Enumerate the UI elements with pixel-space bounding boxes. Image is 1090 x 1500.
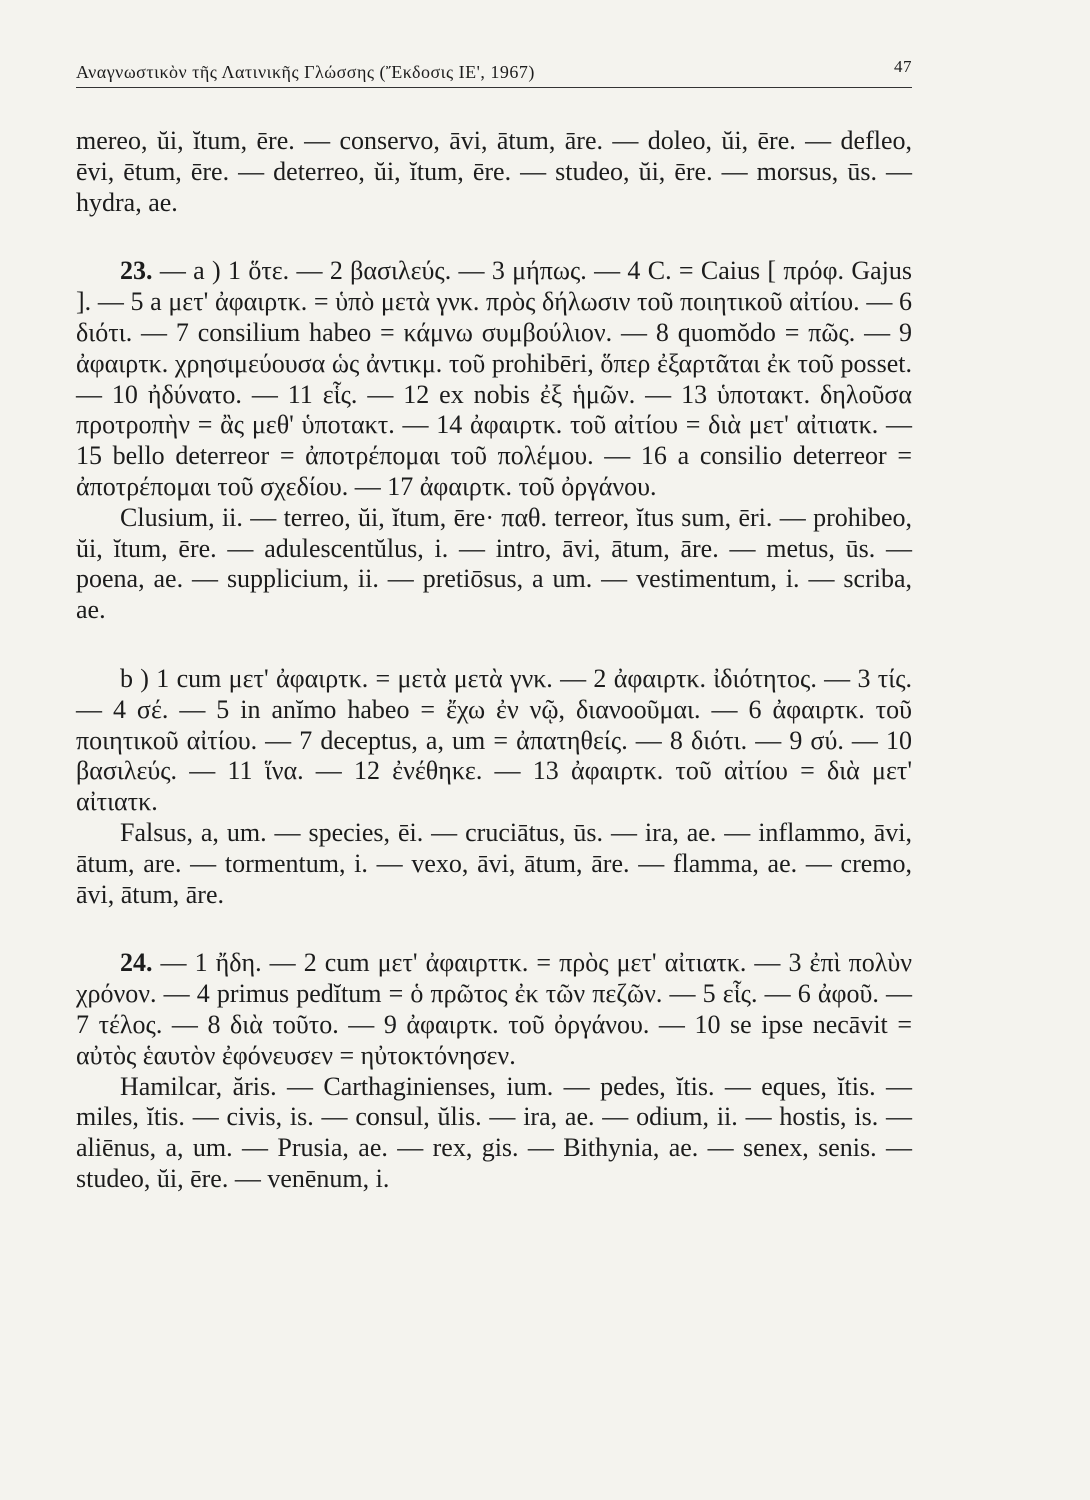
section-23a-vocab: Clusium, ii. — terreo, ŭi, ĭtum, ēre· παθ. terreor, ĭtus sum, ēri. — prohibeo, ŭi, ĭtum, ēre. — adulescentŭlus, i. — intro, āvi, ātum, āre. — metus, ūs. — poena, ae. — supplicium, ii. — pretiōsus, a um. — vestimentum, i. — scriba, ae. <box>76 502 912 625</box>
section-23a-notes <box>76 256 912 502</box>
section-gap <box>76 626 912 664</box>
section-23b-notes: b ) 1 cum μετ' ἀφαιρτκ. = μετὰ μετὰ γνκ. — 2 ἀφαιρτκ. ἰδιότητος. — 3 τίς. — 4 σέ. — 5 in anĭmo habeo = ἔχω ἐν νῷ, διανοοῦμαι. — 6 ἀφαιρτκ. τοῦ ποιητικοῦ αἰτίου. — 7 deceptus, a, um = ἀπατηθείς. — 8 διότι. — 9 σύ. — 10 βασιλεύς. — 11 ἵνα. — 12 ἐνέθηκε. — 13 ἀφαιρτκ. τοῦ αἰτίου = διὰ μετ' αἰτιατκ. <box>76 663 912 817</box>
page-number: 47 <box>894 57 912 76</box>
page-body <box>76 126 912 1195</box>
section-24-vocab: Hamilcar, ăris. — Carthaginienses, ium. — pedes, ĭtis. — eques, ĭtis. — miles, ĭtis. — civis, is. — consul, ŭlis. — ira, ae. — odium, ii. — hostis, is. — aliēnus, a, um. — Prusia, ae. — rex, gis. — Bithynia, ae. — senex, senis. — studeo, ŭi, ēre. — venēnum, i. <box>76 1071 912 1193</box>
vocab-paragraph-1: mereo, ŭi, ĭtum, ēre. — conservo, āvi, ātum, āre. — doleo, ŭi, ēre. — defleo, ēvi, ētum, ēre. — deterreo, ŭi, ĭtum, ēre. — studeo, ŭi, ēre. — morsus, ūs. — hydra, ae. <box>76 126 912 217</box>
section-24-notes <box>76 948 912 1071</box>
section-23-number: 23. <box>120 256 153 286</box>
section-24-number: 24. <box>120 948 153 978</box>
running-title: Αναγνωστικὸν τῆς Λατινικῆς Γλώσσης (Ἔκδοσις ΙΕ', 1967) <box>76 62 535 82</box>
section-gap <box>76 910 912 948</box>
page <box>76 57 912 1195</box>
section-23b-vocab: Falsus, a, um. — species, ēi. — cruciātus, ūs. — ira, ae. — inflammo, āvi, ātum, are. — tormentum, i. — vexo, āvi, ātum, āre. — flamma, ae. — cremo, āvi, ātum, āre. <box>76 817 912 909</box>
running-header <box>76 57 912 88</box>
section-24-text: — 1 ἤδη. — 2 cum μετ' ἀφαιρττκ. = πρὸς μετ' αἰτιατκ. — 3 ἐπὶ πολὺν χρόνον. — 4 primus pedĭtum = ὁ πρῶτος ἐκ τῶν πεζῶν. — 5 εἷς. — 6 ἀφοῦ. — 7 τέλος. — 8 διὰ τοῦτο. — 9 ἀφαιρτκ. τοῦ ὀργάνου. — 10 se ipse necāvit = αὐτὸς ἑαυτὸν ἐφόνευσεν = ηὐτοκτόνησεν. <box>76 948 912 1070</box>
section-gap <box>76 218 912 256</box>
section-23a-text: — a ) 1 ὅτε. — 2 βασιλεύς. — 3 μήπως. — 4 C. = Caius [ πρόφ. Gajus ]. — 5 a μετ' ἀφαιρτκ. = ὑπὸ μετὰ γνκ. πρὸς δήλωσιν τοῦ ποιητικοῦ αἰτίου. — 6 διότι. — 7 consilium habeo = κάμνω συμβούλιον. — 8 quomŏdo = πῶς. — 9 ἀφαιρτκ. χρησιμεύουσα ὡς ἀντικμ. τοῦ prohibēri, ὅπερ ἐξαρτᾶται ἐκ τοῦ posset. — 10 ἠδύνατο. — 11 εἷς. — 12 ex nobis ἐξ ἡμῶν. — 13 ὑποτακτ. δηλοῦσα προτροπὴν = ἂς μεθ' ὑποτακτ. — 14 ἀφαιρτκ. τοῦ αἰτίου = διὰ μετ' αἰτιατκ. — 15 bello deterreor = ἀποτρέπομαι τοῦ πολέμου. — 16 a consilio deterreor = ἀποτρέπομαι τοῦ σχεδίου. — 17 ἀφαιρτκ. τοῦ ὀργάνου. <box>76 256 912 501</box>
